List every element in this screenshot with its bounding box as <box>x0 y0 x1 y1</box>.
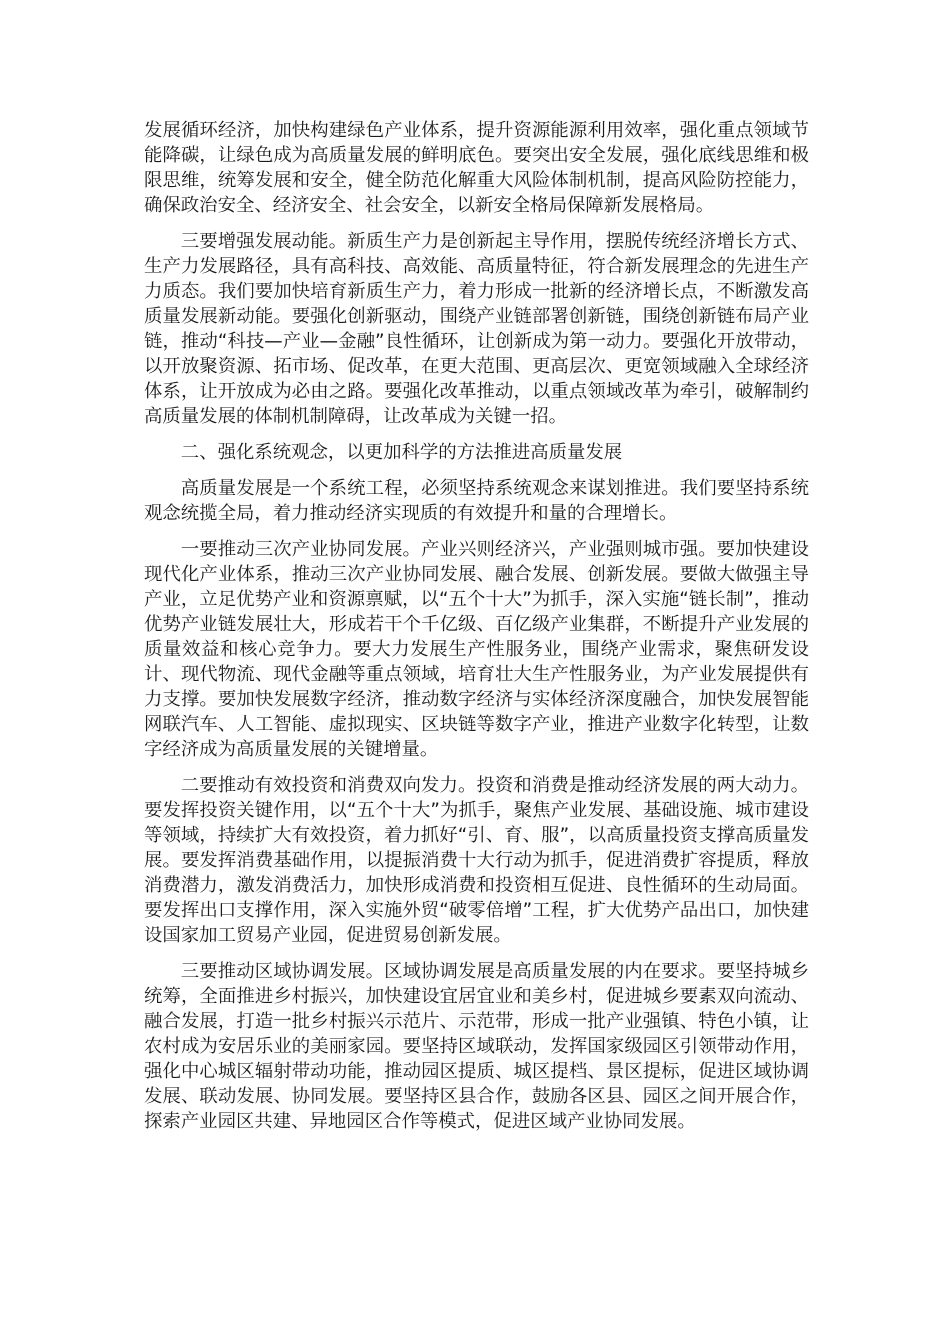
document-body <box>144 118 809 1145</box>
paragraph-regional-coordination: 三要推动区域协调发展。区域协调发展是高质量发展的内在要求。要坚持城乡统筹，全面推进乡村振兴，加快建设宜居宜业和美乡村，促进城乡要素双向流动、融合发展，打造一批乡村振兴示范片、示范带，形成一批产业强镇、特色小镇，让农村成为安居乐业的美丽家园。要坚持区域联动，发挥国家级园区引领带动作用，强化中心城区辐射带动功能，推动园区提质、城区提档、景区提标，促进区域协调发展、联动发展、协同发展。要坚持区县合作，鼓励各区县、园区之间开展合作，探索产业园区共建、异地园区合作等模式，促进区域产业协同发展。 <box>144 961 809 1132</box>
section-heading: 二、强化系统观念，以更加科学的方法推进高质量发展 <box>180 442 623 463</box>
paragraph-investment-consumption: 二要推动有效投资和消费双向发力。投资和消费是推动经济发展的两大动力。要发挥投资关键作用，以“五个十大”为抓手，聚焦产业发展、基础设施、城市建设等领域，持续扩大有效投资，着力抓好“引、育、服”，以高质量投资支撑高质量发展。要发挥消费基础作用，以提振消费十大行动为抓手，促进消费扩容提质，释放消费潜力，激发消费活力，加快形成消费和投资相互促进、良性循环的生动局面。要发挥出口支撑作用，深入实施外贸“破零倍增”工程，扩大优势产品出口，加快建设国家加工贸易产业园，促进贸易创新发展。 <box>144 775 809 946</box>
paragraph-system-intro: 高质量发展是一个系统工程，必须坚持系统观念来谋划推进。我们要坚持系统观念统揽全局，着力推动经济实现质的有效提升和量的合理增长。 <box>144 478 809 524</box>
paragraph-development-momentum: 三要增强发展动能。新质生产力是创新起主导作用，摆脱传统经济增长方式、生产力发展路径，具有高科技、高效能、高质量特征，符合新发展理念的先进生产力质态。我们要加快培育新质生产力，着力形成一批新的经济增长点，不断激发高质量发展新动能。要强化创新驱动，围绕产业链部署创新链，围绕创新链布局产业链，推动“科技—产业—金融”良性循环，让创新成为第一动力。要强化开放带动，以开放聚资源、拓市场、促改革，在更大范围、更高层次、更宽领域融入全球经济体系，让开放成为必由之路。要强化改革推动，以重点领域改革为牵引，破解制约高质量发展的体制机制障碍，让改革成为关键一招。 <box>144 231 809 427</box>
paragraph-continuation: 发展循环经济，加快构建绿色产业体系，提升资源能源利用效率，强化重点领域节能降碳，让绿色成为高质量发展的鲜明底色。要突出安全发展，强化底线思维和极限思维，统筹发展和安全，健全防范化解重大风险体制机制，提高风险防控能力，确保政治安全、经济安全、社会安全，以新安全格局保障新发展格局。 <box>144 120 809 216</box>
paragraph-industry-coordination: 一要推动三次产业协同发展。产业兴则经济兴，产业强则城市强。要加快建设现代化产业体系，推动三次产业协同发展、融合发展、创新发展。要做大做强主导产业，立足优势产业和资源禀赋，以“五个十大”为抓手，深入实施“链长制”，推动优势产业链发展壮大，形成若干个千亿级、百亿级产业集群，不断提升产业发展的质量效益和核心竞争力。要大力发展生产性服务业，围绕产业需求，聚焦研发设计、现代物流、现代金融等重点领域，培育壮大生产性服务业，为产业发展提供有力支撑。要加快发展数字经济，推动数字经济与实体经济深度融合，加快发展智能网联汽车、人工智能、虚拟现实、区块链等数字产业，推进产业数字化转型，让数字经济成为高质量发展的关键增量。 <box>144 539 809 760</box>
